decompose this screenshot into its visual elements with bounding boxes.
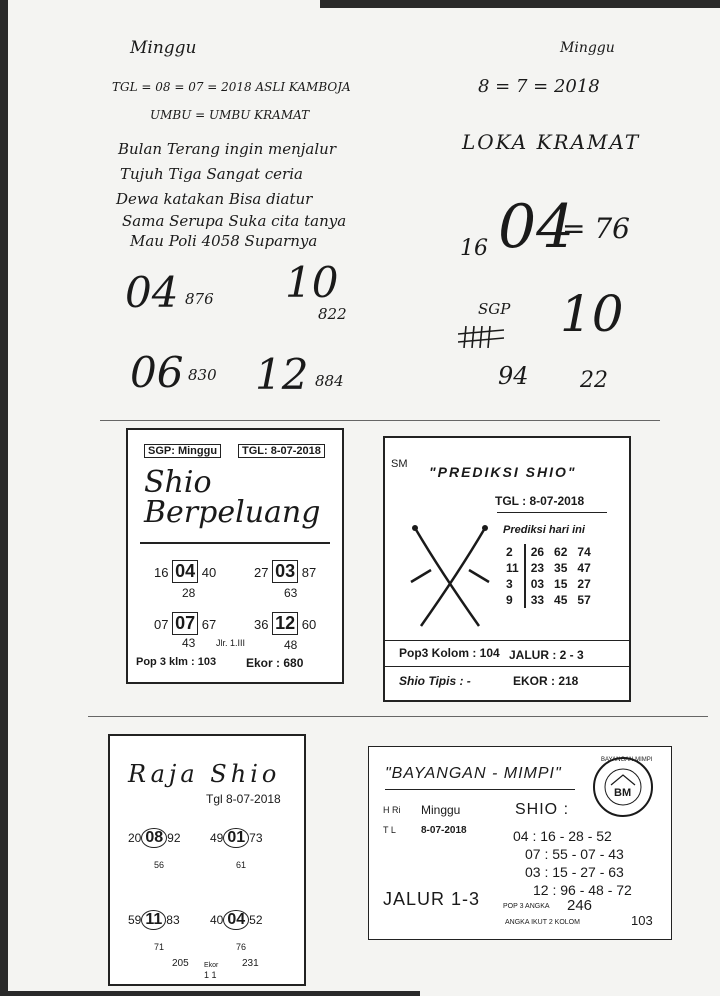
raja-item-3-b: 71	[154, 942, 165, 952]
raja-item-4-l: 40	[210, 913, 224, 927]
raja-item-1-m: 08	[141, 828, 167, 848]
shio-item-1	[154, 560, 216, 583]
bayangan-tgl: 8-07-2018	[421, 825, 467, 836]
shio-item-1-m: 04	[172, 560, 198, 583]
scan-edge-left	[0, 0, 8, 996]
raja-title: Raja Shio	[128, 760, 281, 788]
raja-footer-b: Ekor	[204, 962, 219, 969]
prediksi-row	[501, 544, 596, 560]
bm-logo-ring: BAYANGAN MIMPI	[601, 757, 653, 763]
raja-item-3-r: 83	[166, 913, 180, 927]
hw-right-eq: = 76	[562, 212, 630, 245]
bayangan-line-1: 04 : 16 - 28 - 52	[513, 828, 612, 844]
card-raja-shio	[108, 734, 306, 986]
shio-title-rule	[140, 542, 330, 544]
shio-date: TGL: 8-07-2018	[238, 444, 325, 458]
bayangan-ikut-label: ANGKA IKUT 2 KOLOM	[505, 919, 580, 926]
prediksi-cell: 47	[577, 561, 591, 575]
prediksi-title: "PREDIKSI SHIO"	[429, 464, 577, 480]
raja-item-3-l: 59	[128, 913, 142, 927]
raja-item-1-l: 20	[128, 831, 142, 845]
prediksi-date: TGL : 8-07-2018	[495, 494, 585, 508]
shio-item-3-l: 07	[154, 617, 169, 632]
prediksi-cell: 23	[530, 561, 545, 575]
hw-right-sgp: SGP	[478, 300, 511, 318]
shio-item-4-r: 60	[301, 617, 317, 632]
prediksi-rule-1	[385, 640, 629, 641]
prediksi-rule-2	[385, 666, 629, 667]
prediksi-table	[501, 544, 596, 608]
raja-item-1-b: 56	[154, 860, 165, 870]
prediksi-subtitle: Prediksi hari ini	[503, 524, 585, 536]
hw-poem-5: Mau Poli 4058 Suparnya	[130, 232, 318, 250]
hw-num-1-big: 04	[125, 268, 179, 317]
raja-item-2-b: 61	[236, 860, 247, 870]
raja-item-2-m: 01	[223, 828, 249, 848]
raja-item-4	[210, 910, 263, 930]
bayangan-line-2: 07 : 55 - 07 - 43	[525, 846, 624, 862]
raja-footer-d: 1 1	[204, 970, 217, 980]
hw-right-prefix: 16	[460, 236, 488, 261]
shio-title: Shio Berpeluang	[144, 465, 321, 530]
hw-right-title: LOKA KRAMAT	[462, 130, 641, 154]
raja-item-1	[128, 828, 181, 848]
prediksi-tag: SM	[391, 458, 408, 470]
prediksi-cell: 03	[530, 577, 545, 591]
bayangan-pop: 246	[567, 897, 593, 914]
raja-item-4-m: 04	[223, 910, 249, 930]
hw-num-4-small: 884	[315, 372, 344, 390]
shio-footer-pop: Pop 3 klm : 103	[136, 656, 217, 668]
hw-right-date: 8 = 7 = 2018	[478, 76, 600, 97]
prediksi-row	[501, 560, 596, 576]
bayangan-pop-label: POP 3 ANGKA	[503, 903, 550, 910]
prediksi-cell: 74	[577, 545, 591, 559]
card-shio-berpeluang	[126, 428, 344, 684]
raja-date: Tgl 8-07-2018	[206, 792, 281, 806]
hw-num-1-small: 876	[185, 290, 214, 308]
card-prediksi-shio	[383, 436, 631, 702]
crossed-swords-icon	[405, 522, 495, 632]
hw-num-3-big: 06	[130, 348, 184, 397]
shio-item-2-r: 87	[301, 565, 317, 580]
prediksi-cell: 2	[501, 544, 525, 560]
hw-source-line: UMBU = UMBU KRAMAT	[150, 108, 310, 122]
raja-item-4-r: 52	[249, 913, 263, 927]
shio-item-4-b: 48	[284, 638, 298, 652]
card-bayangan-mimpi	[368, 746, 672, 940]
shio-tag: SGP: Minggu	[144, 444, 221, 458]
shio-item-1-b: 28	[182, 586, 196, 600]
prediksi-cell: 9	[501, 592, 525, 608]
prediksi-date-rule	[497, 512, 607, 513]
shio-item-3-b: 43	[182, 636, 196, 650]
hw-day: Minggu	[130, 38, 197, 58]
hw-right-second: 10	[560, 285, 624, 343]
bm-logo-text: BM	[614, 787, 632, 799]
hw-poem-1: Bulan Terang ingin menjalur	[118, 140, 336, 158]
raja-item-1-r: 92	[167, 831, 181, 845]
prediksi-cell: 57	[577, 593, 591, 607]
hw-num-3-small: 830	[188, 366, 217, 384]
hw-right-right-bottom: 22	[580, 368, 608, 393]
prediksi-jalur: JALUR : 2 - 3	[509, 648, 584, 662]
hw-num-4-big: 12	[255, 350, 309, 399]
raja-footer-a: 205	[172, 958, 189, 969]
hw-num-2-small: 822	[318, 305, 347, 323]
hw-poem-3: Dewa katakan Bisa diatur	[116, 190, 313, 208]
shio-footer-ekor: Ekor : 680	[246, 656, 304, 670]
bayangan-line-3: 03 : 15 - 27 - 63	[525, 864, 624, 880]
bayangan-tgl-label: T L	[383, 825, 396, 835]
shio-item-2	[254, 560, 316, 583]
divider-top	[100, 420, 660, 421]
hw-right-day: Minggu	[560, 40, 615, 56]
hw-poem-2: Tujuh Tiga Sangat ceria	[120, 165, 303, 183]
shio-item-4-l: 36	[254, 617, 269, 632]
prediksi-cell: 33	[530, 593, 545, 607]
scan-edge-top	[320, 0, 720, 8]
shio-jlr: Jlr. 1.III	[216, 638, 246, 648]
prediksi-cell: 26	[530, 545, 545, 559]
prediksi-cell: 3	[501, 576, 525, 592]
scan-edge-bottom	[0, 991, 420, 996]
bayangan-hari: Minggu	[421, 803, 461, 817]
raja-item-2-r: 73	[249, 831, 263, 845]
raja-footer-c: 231	[242, 958, 259, 969]
bayangan-jalur: JALUR 1-3	[383, 889, 481, 909]
shio-item-3	[154, 612, 216, 635]
prediksi-cell: 35	[554, 561, 568, 575]
raja-item-2	[210, 828, 263, 848]
raja-item-4-b: 76	[236, 942, 247, 952]
prediksi-cell: 11	[501, 560, 525, 576]
bayangan-title: "BAYANGAN - MIMPI"	[385, 765, 562, 782]
bayangan-title-rule	[385, 789, 575, 790]
bayangan-shio-label: SHIO :	[515, 801, 570, 818]
divider-middle	[88, 716, 708, 717]
prediksi-shio-tipis: Shio Tipis : -	[399, 674, 471, 688]
shio-item-2-l: 27	[254, 565, 269, 580]
bayangan-ikut: 103	[631, 913, 653, 928]
hw-right-main: 04	[498, 192, 575, 262]
prediksi-cell: 62	[554, 545, 568, 559]
prediksi-cell: 45	[554, 593, 568, 607]
tally-marks	[458, 326, 504, 348]
bayangan-hari-label: H Ri	[383, 805, 401, 815]
prediksi-pop: Pop3 Kolom : 104	[399, 646, 500, 660]
prediksi-cell: 15	[554, 577, 568, 591]
shio-item-3-m: 07	[172, 612, 198, 635]
hw-date-line: TGL = 08 = 07 = 2018 ASLI KAMBOJA	[112, 80, 351, 94]
prediksi-cell: 27	[577, 577, 591, 591]
prediksi-row	[501, 576, 596, 592]
shio-item-2-m: 03	[272, 560, 298, 583]
raja-item-3	[128, 910, 180, 930]
hw-poem-4: Sama Serupa Suka cita tanya	[122, 212, 347, 230]
shio-item-4	[254, 612, 316, 635]
shio-item-4-m: 12	[272, 612, 298, 635]
hw-right-left-bottom: 94	[498, 362, 529, 390]
hw-num-2-big: 10	[285, 258, 339, 307]
shio-item-1-r: 40	[201, 565, 217, 580]
prediksi-row	[501, 592, 596, 608]
shio-item-1-l: 16	[154, 565, 169, 580]
prediksi-ekor: EKOR : 218	[513, 674, 579, 688]
bayangan-line-4: 12 : 96 - 48 - 72	[533, 882, 632, 898]
raja-item-2-l: 49	[210, 831, 224, 845]
shio-item-2-b: 63	[284, 586, 298, 600]
raja-item-3-m: 11	[141, 910, 166, 930]
shio-item-3-r: 67	[201, 617, 217, 632]
